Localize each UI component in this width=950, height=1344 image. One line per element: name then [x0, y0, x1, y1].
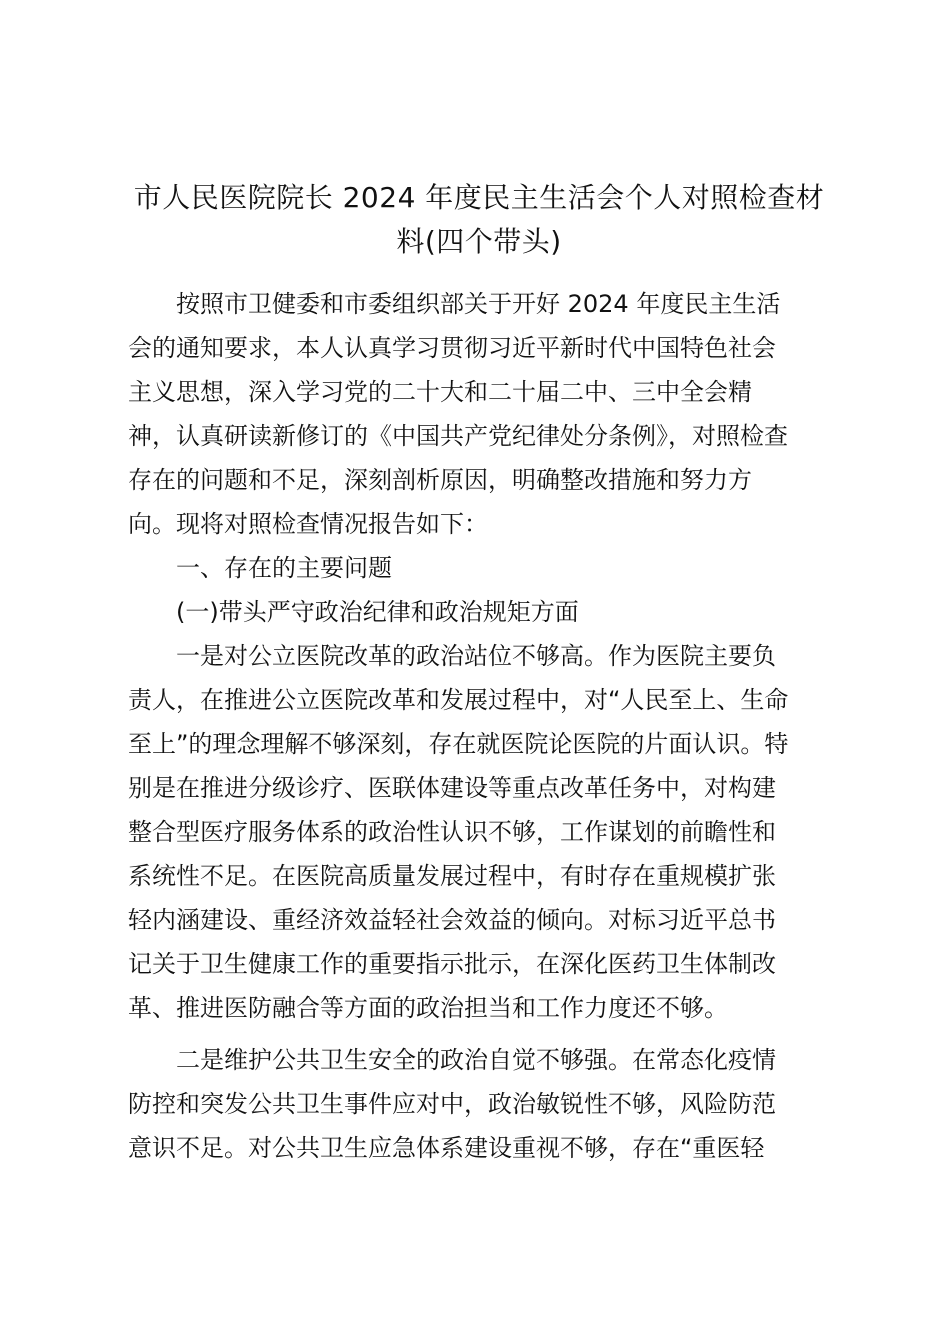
text-line: 一是对公立医院改革的政治站位不够高。作为医院主要负 [176, 642, 776, 670]
text-line: 防控和突发公共卫生事件应对中，政治敏锐性不够，风险防范 [128, 1090, 776, 1118]
text-line: 责人，在推进公立医院改革和发展过程中，对“人民至上、生命 [128, 686, 789, 714]
paragraph-spacer [128, 1030, 828, 1038]
paragraph-point-two [128, 1038, 828, 1170]
title-line: 料(四个带头) [396, 225, 562, 258]
text-line: 会的通知要求，本人认真学习贯彻习近平新时代中国特色社会 [128, 334, 776, 362]
text-line: 意识不足。对公共卫生应急体系建设重视不够，存在“重医轻 [128, 1134, 765, 1162]
text-line: 向。现将对照检查情况报告如下： [128, 510, 488, 538]
text-line: 二是维护公共卫生安全的政治自觉不够强。在常态化疫情 [176, 1046, 776, 1074]
text-line: 按照市卫健委和市委组织部关于开好 2024 年度民主生活 [176, 290, 781, 318]
text-line: 存在的问题和不足，深刻剖析原因，明确整改措施和努力方 [128, 466, 752, 494]
heading-line: (一)带头严守政治纪律和政治规矩方面 [176, 598, 579, 626]
section-heading [128, 546, 828, 590]
document-body [128, 282, 828, 1170]
text-line: 系统性不足。在医院高质量发展过程中，有时存在重规模扩张 [128, 862, 776, 890]
title-line: 市人民医院院长 2024 年度民主生活会个人对照检查材 [133, 181, 825, 214]
document-title [126, 176, 832, 264]
text-line: 主义思想，深入学习党的二十大和二十届二中、三中全会精 [128, 378, 752, 406]
text-line: 轻内涵建设、重经济效益轻社会效益的倾向。对标习近平总书 [128, 906, 776, 934]
subsection-heading [128, 590, 828, 634]
paragraph-point-one [128, 634, 828, 1030]
text-line: 记关于卫生健康工作的重要指示批示，在深化医药卫生体制改 [128, 950, 776, 978]
text-line: 别是在推进分级诊疗、医联体建设等重点改革任务中，对构建 [128, 774, 776, 802]
text-line: 革、推进医防融合等方面的政治担当和工作力度还不够。 [128, 994, 728, 1022]
text-line: 整合型医疗服务体系的政治性认识不够，工作谋划的前瞻性和 [128, 818, 776, 846]
heading-line: 一、存在的主要问题 [176, 554, 392, 582]
text-line: 至上”的理念理解不够深刻，存在就医院论医院的片面认识。特 [128, 730, 789, 758]
paragraph-intro [128, 282, 828, 546]
text-line: 神，认真研读新修订的《中国共产党纪律处分条例》，对照检查 [128, 422, 788, 450]
